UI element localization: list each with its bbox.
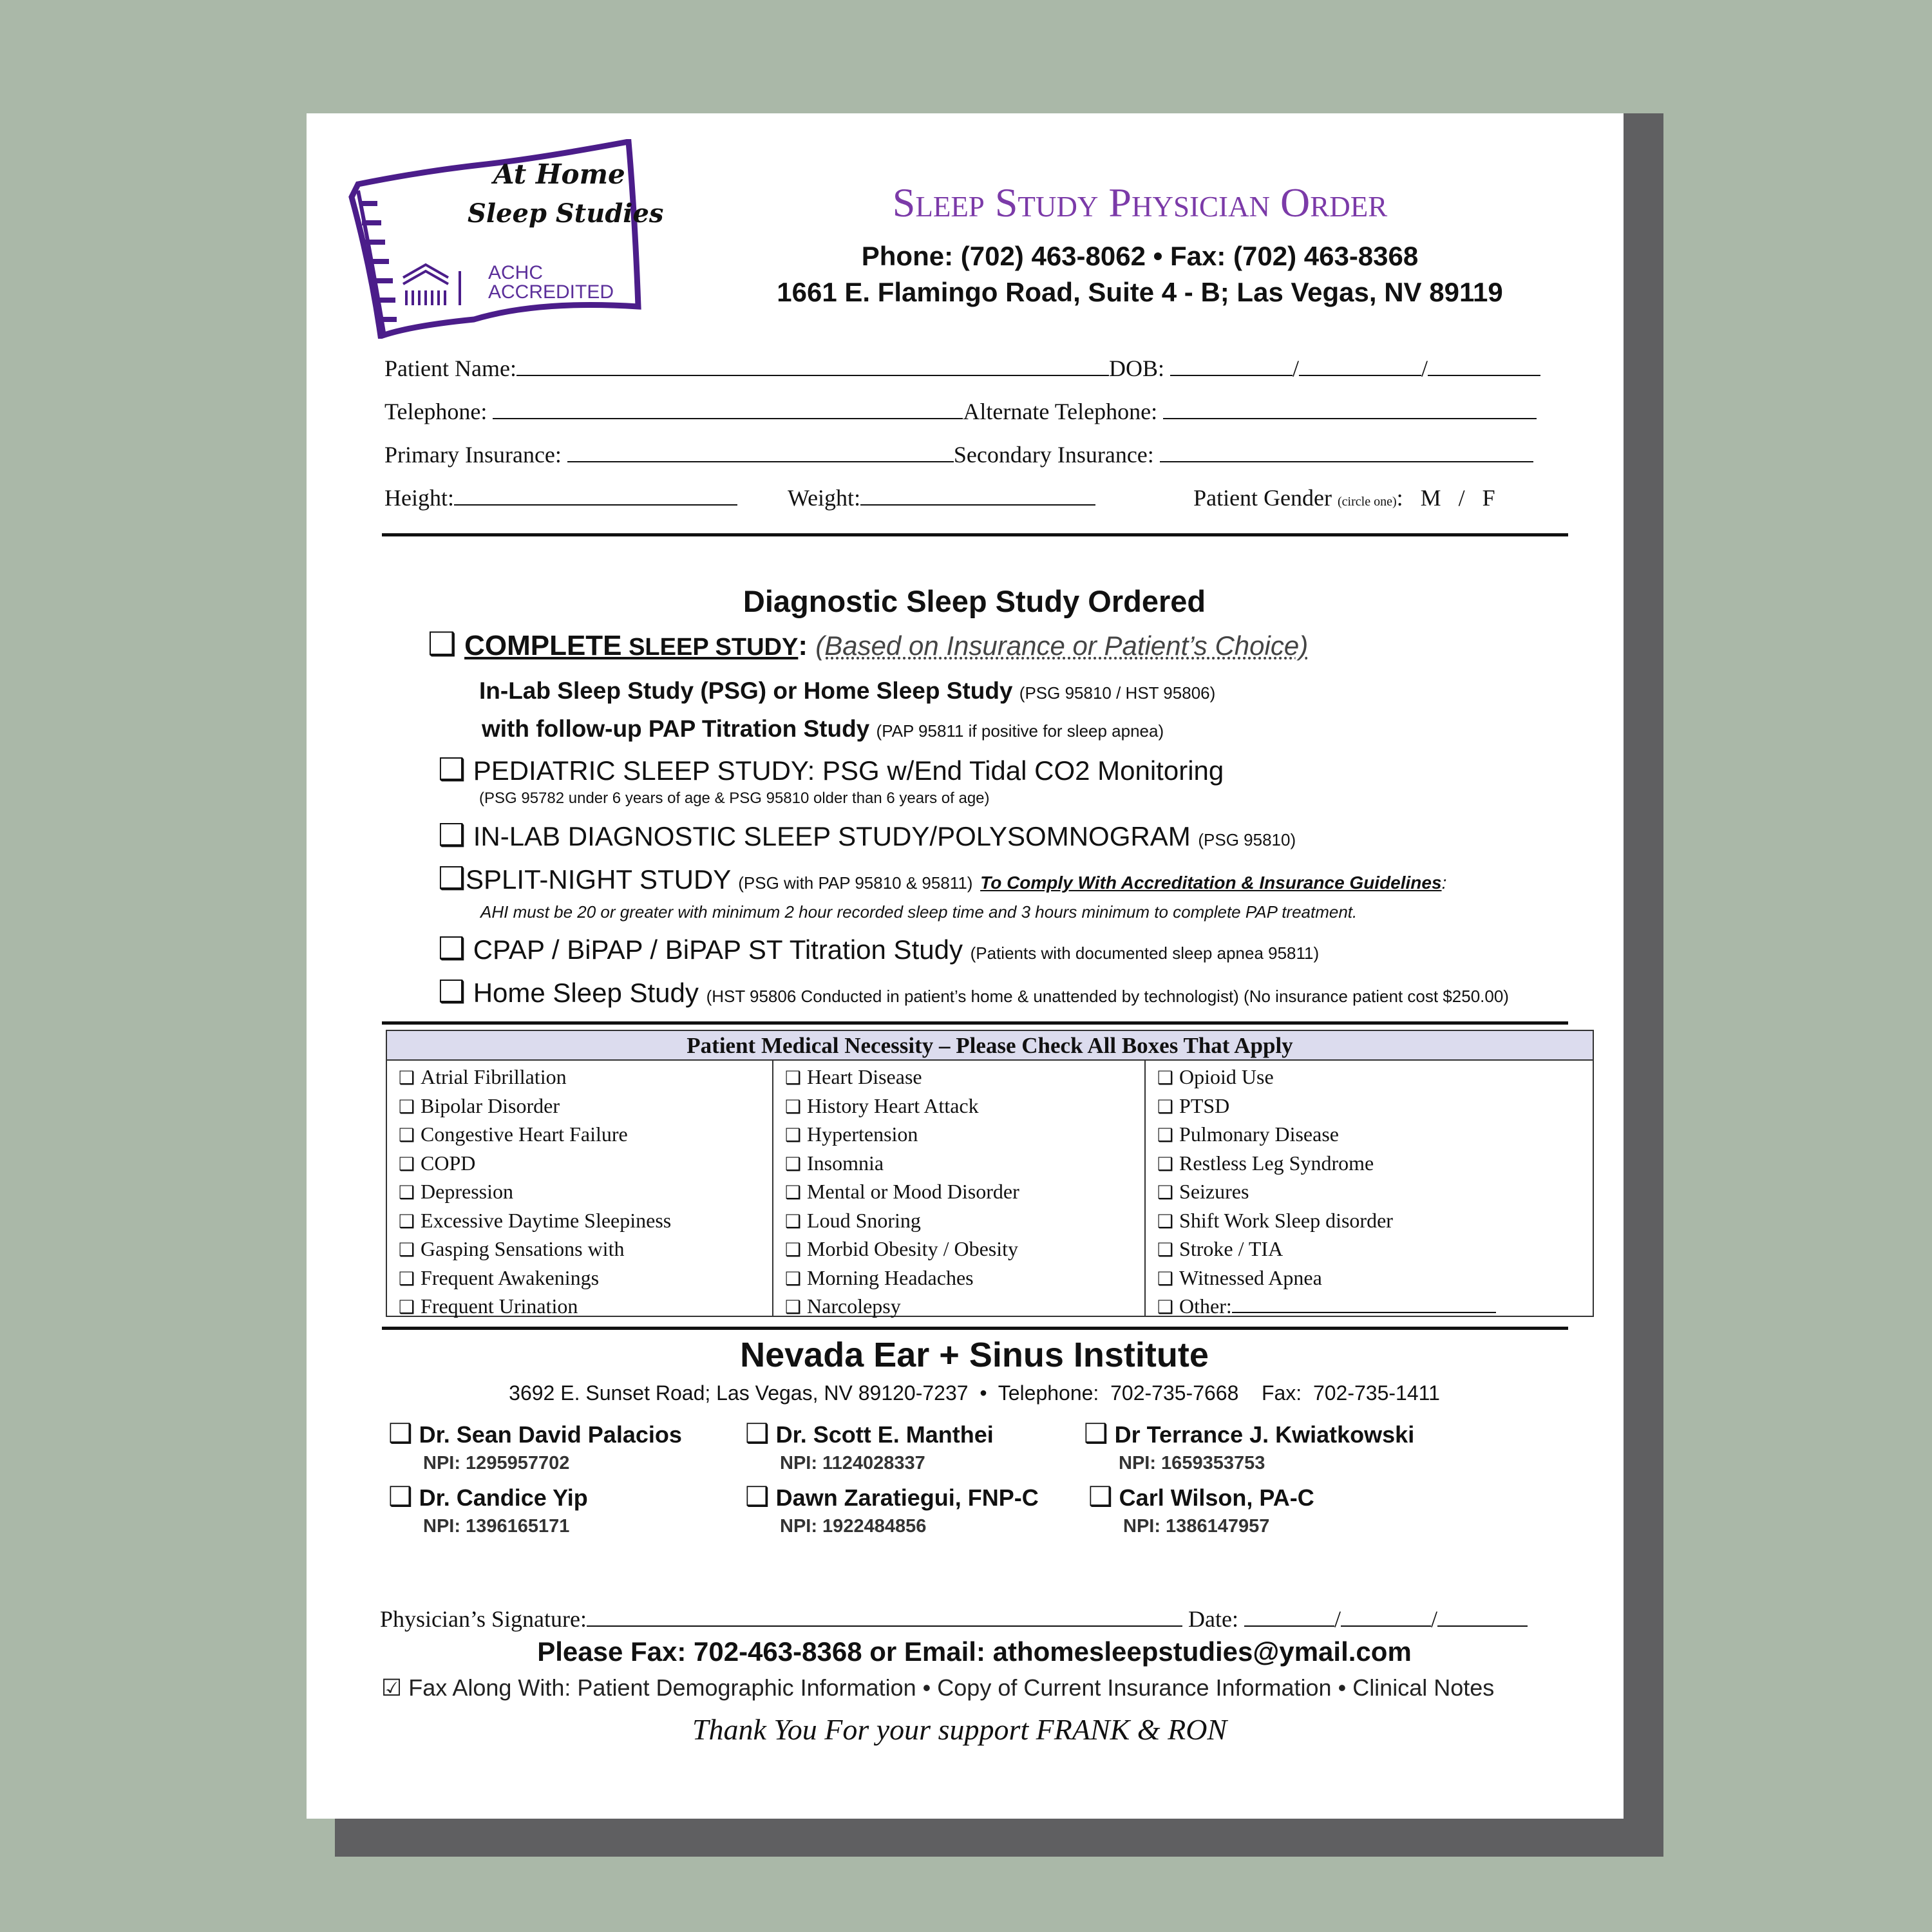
necessity-item[interactable] [785, 1293, 1144, 1321]
necessity-item[interactable] [785, 1235, 1144, 1264]
date-month-field[interactable] [1244, 1607, 1334, 1627]
alt-telephone-label: Alternate Telephone: [963, 399, 1158, 424]
secondary-insurance-field[interactable] [1160, 443, 1533, 462]
inlab-line [479, 676, 1215, 708]
checkbox-icon[interactable]: ❑ [785, 1210, 808, 1232]
split-night-option[interactable]: ❑SPLIT-NIGHT STUDY (PSG with PAP 95810 & 95811) To Comply With Accreditation & Insurance Guidelines: [438, 860, 1447, 896]
necessity-label: PTSD [1179, 1094, 1230, 1117]
pediatric-label: PEDIATRIC SLEEP STUDY: PSG w/End Tidal CO2 Monitoring [473, 755, 1224, 786]
split-night-note: AHI must be 20 or greater with minimum 2 hour recorded sleep time and 3 hours minimum to complete PAP treatment. [480, 902, 1358, 922]
patient-name-row: Patient Name: DOB: / / [384, 355, 1540, 381]
followup-codes: (PAP 95811 if positive for sleep apnea) [876, 721, 1164, 741]
checkbox-icon[interactable]: ❑ [1157, 1124, 1180, 1146]
necessity-item[interactable] [1157, 1235, 1590, 1264]
physician-npi: NPI: 1396165171 [423, 1516, 570, 1537]
split-night-code: (PSG with PAP 95810 & 95811) [738, 873, 973, 893]
other-field[interactable] [1232, 1296, 1496, 1313]
logo [345, 139, 664, 339]
divider [382, 533, 1568, 536]
necessity-label: Heart Disease [807, 1065, 922, 1088]
height-label: Height: [384, 485, 454, 511]
complete-label-b: SLEEP STUDY [621, 634, 799, 661]
necessity-item[interactable] [399, 1235, 772, 1264]
physician-option[interactable] [388, 1419, 682, 1476]
telephone-label: Telephone: [384, 399, 488, 424]
split-night-guideline: To Comply With Accreditation & Insurance Guidelines [980, 873, 1442, 893]
checkbox-icon[interactable]: ❑ [785, 1153, 808, 1175]
necessity-item[interactable] [1157, 1150, 1590, 1179]
logo-line1: At Home [493, 158, 625, 190]
divider [382, 1327, 1568, 1330]
home-study-label: Home Sleep Study [473, 978, 699, 1008]
gender-label: Patient Gender [1193, 485, 1332, 511]
weight-label: Weight: [787, 485, 861, 511]
necessity-item[interactable] [785, 1207, 1144, 1236]
physician-name: Dr Terrance J. Kwiatkowski [1114, 1421, 1415, 1448]
followup-text: with follow-up PAP Titration Study [482, 715, 870, 742]
checkbox-icon[interactable]: ❑ [1084, 1417, 1108, 1449]
necessity-label: Insomnia [807, 1151, 884, 1175]
alt-telephone-field[interactable] [1163, 400, 1537, 419]
colon: : [798, 630, 816, 661]
necessity-label: Pulmonary Disease [1179, 1122, 1339, 1146]
physician-name: Carl Wilson, PA-C [1119, 1484, 1314, 1511]
necessity-column-1 [387, 1061, 773, 1316]
necessity-label: Congestive Heart Failure [421, 1122, 628, 1146]
primary-insurance-label: Primary Insurance: [384, 442, 562, 468]
inlab-diagnostic-label: IN-LAB DIAGNOSTIC SLEEP STUDY/POLYSOMNOGRAM [473, 821, 1191, 851]
necessity-item[interactable] [399, 1264, 772, 1293]
physician-option[interactable] [745, 1419, 994, 1476]
necessity-item[interactable] [1157, 1063, 1590, 1092]
necessity-item[interactable] [399, 1063, 772, 1092]
checkbox-icon[interactable]: ❑ [785, 1124, 808, 1146]
checkbox-icon[interactable]: ❑ [1157, 1210, 1180, 1232]
necessity-column-3 [1146, 1061, 1590, 1316]
necessity-item[interactable] [785, 1063, 1144, 1092]
checkbox-icon[interactable]: ❑ [1157, 1067, 1180, 1088]
necessity-label: Narcolepsy [807, 1294, 901, 1318]
secondary-insurance-label: Secondary Insurance: [953, 442, 1154, 468]
logo-badge1: ACHC [488, 262, 544, 283]
dob-label: DOB: [1108, 355, 1164, 381]
checkbox-icon[interactable]: ❑ [785, 1267, 808, 1289]
necessity-label: Morbid Obesity / Obesity [807, 1237, 1018, 1260]
necessity-label: Frequent Urination [421, 1294, 578, 1318]
necessity-label: Restless Leg Syndrome [1179, 1151, 1374, 1175]
checkbox-icon[interactable]: ❑ [388, 1481, 413, 1512]
pediatric-option[interactable] [438, 752, 1224, 788]
necessity-item[interactable] [1157, 1178, 1590, 1207]
checkbox-icon[interactable]: ❑ [399, 1124, 421, 1146]
checkbox-icon[interactable]: ❑ [785, 1182, 808, 1203]
checkbox-icon[interactable]: ❑ [1157, 1296, 1180, 1318]
physician-npi: NPI: 1124028337 [780, 1453, 925, 1473]
necessity-label: Shift Work Sleep disorder [1179, 1208, 1393, 1232]
inlab-diagnostic-code: (PSG 95810) [1198, 830, 1296, 849]
necessity-item[interactable] [399, 1293, 772, 1321]
signature-field[interactable] [587, 1607, 1182, 1627]
inlab-text: In-Lab Sleep Study (PSG) or Home Sleep Study [479, 677, 1013, 704]
logo-line2: Sleep Studies [468, 198, 664, 229]
checkbox-icon[interactable]: ❑ [388, 1417, 413, 1449]
necessity-label: Morning Headaches [807, 1265, 974, 1289]
checkbox-icon[interactable]: ❑ [745, 1481, 770, 1512]
signature-row: Physician’s Signature: Date: / / [380, 1606, 1528, 1632]
dob-year-field[interactable] [1428, 357, 1540, 376]
checkbox-icon[interactable]: ❑ [399, 1153, 421, 1175]
thank-you-line: Thank You For your support FRANK & RON [692, 1713, 1227, 1746]
dob-day-field[interactable] [1299, 357, 1421, 376]
telephone-field[interactable] [493, 400, 963, 419]
necessity-label: Hypertension [807, 1122, 918, 1146]
gender-options[interactable]: : M / F [1396, 485, 1495, 511]
physician-name: Dr. Sean David Palacios [419, 1421, 682, 1448]
home-study-note: (HST 95806 Conducted in patient’s home & unattended by technologist) (No insurance patient cost $250.00) [706, 987, 1509, 1006]
checkbox-icon[interactable]: ❑ [438, 860, 466, 896]
followup-line [482, 714, 1164, 746]
physician-option[interactable] [388, 1482, 588, 1539]
date-year-field[interactable] [1437, 1607, 1528, 1627]
necessity-column-2 [773, 1061, 1146, 1316]
checkbox-icon[interactable]: ❑ [399, 1182, 421, 1203]
patient-name-label: Patient Name: [384, 355, 516, 381]
physician-option[interactable] [745, 1482, 1039, 1539]
physician-npi: NPI: 1386147957 [1123, 1516, 1270, 1537]
checkbox-icon[interactable]: ❑ [399, 1239, 421, 1260]
necessity-item[interactable] [399, 1150, 772, 1179]
medical-necessity-table [386, 1030, 1594, 1317]
necessity-label: Atrial Fibrillation [421, 1065, 567, 1088]
inlab-diagnostic-option[interactable] [438, 818, 1296, 857]
fax-along-line [381, 1673, 1494, 1703]
checkbox-icon[interactable]: ❑ [1157, 1267, 1180, 1289]
necessity-item[interactable] [1157, 1092, 1590, 1121]
checked-box-icon: ☑ [381, 1675, 402, 1701]
necessity-item[interactable] [399, 1207, 772, 1236]
physician-option[interactable] [1088, 1482, 1314, 1539]
table-title: Patient Medical Necessity – Please Check All Boxes That Apply [387, 1031, 1593, 1061]
checkbox-icon[interactable]: ❑ [399, 1296, 421, 1318]
necessity-label: COPD [421, 1151, 476, 1175]
checkbox-icon[interactable]: ❑ [1157, 1182, 1180, 1203]
dob-month-field[interactable] [1170, 357, 1293, 376]
checkbox-icon[interactable]: ❑ [1157, 1239, 1180, 1260]
checkbox-icon[interactable]: ❑ [785, 1095, 808, 1117]
split-night-label: SPLIT-NIGHT STUDY [466, 864, 731, 895]
inlab-codes: (PSG 95810 / HST 95806) [1019, 683, 1216, 703]
necessity-item[interactable] [399, 1121, 772, 1150]
checkbox-icon[interactable]: ❑ [785, 1067, 808, 1088]
fax-along-text: Fax Along With: Patient Demographic Information • Copy of Current Insurance Information • Clinical Notes [408, 1674, 1495, 1701]
necessity-label: Opioid Use [1179, 1065, 1274, 1088]
checkbox-icon[interactable]: ❑ [785, 1239, 808, 1260]
fax-email-line: Please Fax: 702-463-8368 or Email: athomesleepstudies@ymail.com [537, 1636, 1412, 1667]
checkbox-icon[interactable]: ❑ [399, 1067, 421, 1088]
patient-name-field[interactable] [516, 357, 1109, 376]
logo-badge2: ACCREDITED [488, 281, 614, 303]
necessity-item[interactable] [1157, 1121, 1590, 1150]
checkbox-icon[interactable]: ❑ [399, 1267, 421, 1289]
necessity-label: Mental or Mood Disorder [807, 1180, 1019, 1203]
checkbox-icon[interactable]: ❑ [399, 1095, 421, 1117]
checkbox-icon[interactable]: ❑ [1157, 1153, 1180, 1175]
necessity-item[interactable] [785, 1092, 1144, 1121]
insurance-row [384, 442, 1533, 468]
physician-name: Dr. Scott E. Manthei [775, 1421, 994, 1448]
physician-name: Dr. Candice Yip [419, 1484, 588, 1511]
date-day-field[interactable] [1341, 1607, 1431, 1627]
checkbox-icon[interactable]: ❑ [438, 817, 466, 853]
institute-name: Nevada Ear + Sinus Institute [740, 1336, 1209, 1374]
complete-label: COMPLETE [464, 630, 622, 661]
physician-npi: NPI: 1922484856 [780, 1516, 927, 1537]
telephone-row [384, 399, 1537, 424]
checkbox-icon[interactable]: ❑ [438, 931, 466, 967]
necessity-label: Gasping Sensations with [421, 1237, 625, 1260]
necessity-item[interactable] [1157, 1207, 1590, 1236]
checkbox-icon[interactable]: ❑ [399, 1210, 421, 1232]
home-study-option[interactable] [438, 974, 1509, 1014]
necessity-item[interactable] [785, 1178, 1144, 1207]
necessity-label: Witnessed Apnea [1179, 1265, 1322, 1289]
divider [382, 1021, 1568, 1025]
necessity-label: Excessive Daytime Sleepiness [421, 1208, 672, 1232]
date-label: Date: [1188, 1606, 1238, 1632]
page-title: Sleep Study Physician Order [892, 180, 1388, 225]
necessity-item[interactable] [1157, 1293, 1590, 1321]
gender-note: (circle one) [1338, 495, 1397, 509]
physician-npi: NPI: 1295957702 [423, 1453, 570, 1473]
necessity-label: Stroke / TIA [1179, 1237, 1283, 1260]
cpap-option[interactable] [438, 931, 1319, 971]
necessity-label: Seizures [1179, 1180, 1249, 1203]
checkbox-icon[interactable]: ❑ [438, 974, 466, 1010]
necessity-item[interactable] [1157, 1264, 1590, 1293]
checkbox-icon[interactable]: ❑ [745, 1417, 770, 1449]
complete-note: (Based on Insurance or Patient’s Choice) [815, 630, 1309, 661]
necessity-label: Other: [1179, 1294, 1232, 1318]
necessity-label: Bipolar Disorder [421, 1094, 560, 1117]
physician-name: Dawn Zaratiegui, FNP-C [775, 1484, 1039, 1511]
checkbox-icon[interactable]: ❑ [785, 1296, 808, 1318]
cpap-label: CPAP / BiPAP / BiPAP ST Titration Study [473, 934, 963, 965]
necessity-item[interactable] [399, 1178, 772, 1207]
header-contact: Phone: (702) 463-8062 • Fax: (702) 463-8368 [861, 241, 1419, 271]
header-address: 1661 E. Flamingo Road, Suite 4 - B; Las Vegas, NV 89119 [777, 277, 1503, 307]
checkbox-icon[interactable]: ❑ [438, 752, 466, 788]
complete-study-option[interactable] [428, 625, 1308, 667]
signature-label: Physician’s Signature: [380, 1606, 587, 1632]
weight-field[interactable] [860, 486, 1095, 506]
height-row [384, 485, 1495, 515]
necessity-item[interactable] [785, 1121, 1144, 1150]
studies-heading: Diagnostic Sleep Study Ordered [743, 584, 1206, 618]
checkbox-icon[interactable]: ❑ [428, 625, 457, 663]
necessity-item[interactable] [785, 1264, 1144, 1293]
height-field[interactable] [454, 486, 737, 506]
necessity-label: Depression [421, 1180, 513, 1203]
checkbox-icon[interactable]: ❑ [1088, 1481, 1113, 1512]
necessity-item[interactable] [399, 1092, 772, 1121]
necessity-label: Frequent Awakenings [421, 1265, 600, 1289]
cpap-note: (Patients with documented sleep apnea 95811) [970, 943, 1320, 963]
physician-npi: NPI: 1659353753 [1119, 1453, 1265, 1473]
pediatric-note: (PSG 95782 under 6 years of age & PSG 95810 older than 6 years of age) [479, 790, 990, 807]
checkbox-icon[interactable]: ❑ [1157, 1095, 1180, 1117]
institute-address: 3692 E. Sunset Road; Las Vegas, NV 89120-7237 • Telephone: 702-735-7668 Fax: 702-735-1411 [509, 1381, 1440, 1405]
physician-option[interactable] [1084, 1419, 1414, 1476]
necessity-item[interactable] [785, 1150, 1144, 1179]
primary-insurance-field[interactable] [567, 443, 954, 462]
necessity-label: Loud Snoring [807, 1208, 921, 1232]
necessity-label: History Heart Attack [807, 1094, 979, 1117]
